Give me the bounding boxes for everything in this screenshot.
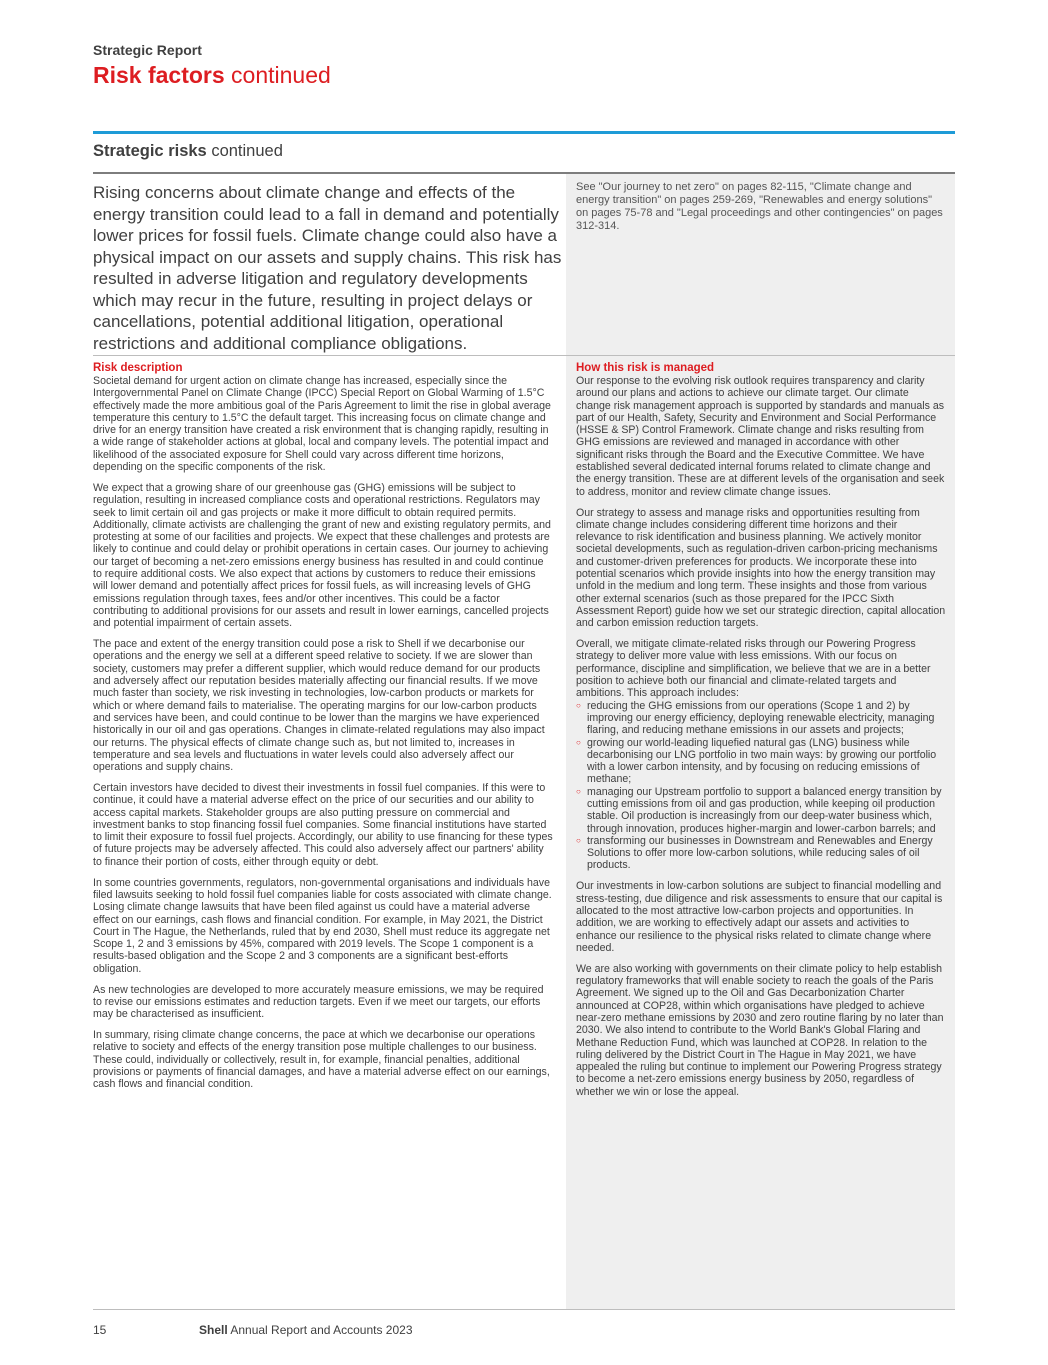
risk-description-paragraph: As new technologies are developed to more accurately measure emissions, we may be required to revise our emissions estimates and reduction targets. Even if we meet our targets, our efforts may be characterised as insufficient. <box>93 983 544 1021</box>
risk-management-paragraph: Our strategy to assess and manage risks and opportunities resulting from climate change includes considering different time horizons and their relevance to risk identification and business planning. We actively monitor societal developments, such as regulation-driven carbon-pricing mechanisms and customer-driven preferences for products. We incorporate these into potential scenarios which provide insights into how the energy transition may unfold in the medium and long term. These insights and those from various other external scenarios (such as those prepared for the IPCC Sixth Assessment Report) guide how we set our strategic direction, capital allocation and carbon emission reduction targets. <box>576 506 946 630</box>
footer-rule <box>93 1309 955 1310</box>
risk-description-paragraph: The pace and extent of the energy transition could pose a risk to Shell if we decarbonise our operations and the energy we sell at a different speed relative to society. If we are slower than society, customers may prefer a different supplier, which would reduce demand for our products and adversely affect our reputation besides materially affecting our financial results. If we move much faster than society, we risk investing in technologies, low-carbon products or markets for which or where demand fails to materialise. The operating margins for our low-carbon products and services have been, and could continue to be lower than the margins we have experienced historically in our oil and gas operations. Changes in climate-related regulations may also impact our returns. The physical effects of climate change such as, but not limited to, increases in temperature and sea levels and fluctuations in water levels could also adversely affect our operations and supply chains. <box>93 638 545 774</box>
intro-divider <box>93 355 955 356</box>
risk-description-paragraph: Certain investors have decided to divest their investments in fossil fuel companies. If this were to continue, it could have a material adverse effect on the price of our securities and our ability to access capital markets. Stakeholder groups are also putting pressure on commercial and investment banks to stop financing fossil fuel companies. Some financial institutions have started to limit their exposure to fossil fuel projects. Accordingly, our ability to use financing for these types of future projects may be adversely affected. This could also adversely affect our partners' ability to finance their portion of costs, either through equity or debt. <box>93 781 553 868</box>
cross-reference-note: See "Our journey to net zero" on pages 82-115, "Climate change and energy transition" on pages 259-269, "Renewables and energy solutions" on pages 75-78 and "Legal proceedings and other contingencies" on pages 312-314. <box>576 181 943 232</box>
risk-description-column <box>93 362 553 1099</box>
section-subheading <box>93 142 283 161</box>
risk-description-heading: Risk description <box>93 362 183 374</box>
approach-list-item: ○ reducing the GHG emissions from our operations (Scope 1 and 2) by improving our energy efficiency, deploying renewable electricity, managing flaring, and reducing methane emissions in our assets and projects; <box>576 700 946 737</box>
approach-list-item: ○ transforming our businesses in Downstream and Renewables and Energy Solutions to offer more low-carbon solutions, while reducing sales of oil products. <box>576 835 946 872</box>
page-number: 15 <box>93 1323 107 1337</box>
top-rule <box>93 131 955 134</box>
subheading-suffix: continued <box>206 142 283 160</box>
footer-brand-name: Shell <box>199 1323 228 1337</box>
risk-management-paragraph: We are also working with governments on their climate policy to help establish regulatory frameworks that will enable society to reach the goals of the Paris Agreement. We signed up to the Oil and Gas Decarbonization Charter announced at COP28, within which organisations have pledged to achieve near-zero methane emissions by 2030 and zero routine flaring by no later than 2030. We also intend to contribute to the World Bank's Global Flaring and Methane Reduction Fund, which was launched at COP28. In relation to the ruling delivered by the District Court in The Hague in May 2021, we have appealed the ruling but continue to implement our Powering Progress strategy to become a net-zero emissions energy business by 2050, regardless of whether we win or lose the appeal. <box>576 962 944 1098</box>
page-title-main: Risk factors <box>93 62 225 88</box>
approach-list-item: ○ managing our Upstream portfolio to support a balanced energy transition by cutting emissions from oil and gas production, while keeping oil production stable. Oil production is increasingly from our deep-water business which, through innovation, produces higher-margin and lower-carbon barrels; and <box>576 786 946 835</box>
risk-management-paragraph: Our investments in low-carbon solutions are subject to financial modelling and stress-testing, due diligence and risk assessments to ensure that our capital is allocated to the most attractive low-carbon projects and opportunities. In addition, we are working to effectively adapt our assets and activities to enhance our resilience to the physical risks related to climate change where needed. <box>576 880 943 954</box>
risk-description-paragraph: We expect that a growing share of our greenhouse gas (GHG) emissions will be subject to regulation, resulting in increased compliance costs and operational restrictions. Regulators may seek to limit certain oil and gas projects or make it more difficult to obtain required permits. Additionally, climate activists are challenging the grant of new and existing regulatory permits, and protesting at some of our facilities and projects. We expect that these challenges and protests are likely to continue and could delay or prohibit operations in certain cases. Our journey to achieving our target of becoming a net-zero emissions energy business has resulted in and could continue to require additional costs. We also expect that actions by customers to reduce their emissions will lower demand and potentially affect prices for fossil fuels, as will increasing levels of GHG emissions regulation through taxes, fees and/or other incentives. This could be a factor contributing to additional provisions for our assets and result in lower earnings, cancelled projects and potential impairment of certain assets. <box>93 481 551 630</box>
risk-summary: Rising concerns about climate change and effects of the energy transition could lead to a fall in demand and potentially lower prices for fossil fuels. Climate change could also have a physical impact on our assets and supply chains. This risk has resulted in adverse litigation and regulatory developments which may recur in the future, resulting in project delays or cancellations, potential additional litigation, operational restrictions and additional compliance obligations. <box>93 183 562 353</box>
risk-management-paragraph: Overall, we mitigate climate-related risks through our Powering Progress strategy to deliver more value with less emissions. With our focus on performance, discipline and simplification, we believe that we are in a better position to achieve both our financial and climate-related targets and ambitions. This approach includes: <box>576 638 931 700</box>
footer-report-name: Annual Report and Accounts 2023 <box>227 1323 413 1337</box>
risk-description-paragraph: In summary, rising climate change concerns, the pace at which we decarbonise our operations relative to society and effects of the energy transition pose multiple challenges to our business. These could, individually or collectively, result in, for example, financial penalties, additional provisions or payments of financial damages, and have a material adverse effect on our earnings, cash flows and financial condition. <box>93 1029 550 1091</box>
risk-management-paragraph: Our response to the evolving risk outlook requires transparency and clarity around our plans and actions to achieve our climate target. Our climate change risk management approach is supported by standards and manuals as part of our Health, Safety, Security and Environment and Social Performance (HSSE & SP) Control Framework. Climate change and risks resulting from GHG emissions are reviewed and managed in accordance with other significant risks through the Board and the Executive Committee. We have established several dedicated internal forums related to climate change and the energy transition. These are at different levels of the organisation and seek to address, monitor and review climate change issues. <box>576 375 945 498</box>
footer-report-title <box>199 1323 413 1337</box>
risk-management-column <box>576 362 946 1107</box>
subheading-main: Strategic risks <box>93 142 207 160</box>
risk-description-paragraph: In some countries governments, regulators, non-governmental organisations and individuals have filed lawsuits seeking to hold fossil fuel companies liable for costs associated with climate change. Losing climate change lawsuits that have been filed against us could have a material adverse effect on our earnings, cash flows and financial condition. For example, in May 2021, the District Court in The Hague, the Netherlands, ruled that by end 2030, Shell must reduce its aggregate net Scope 1, 2 and 3 emissions by 45%, compared with 2019 levels. The Scope 1 component is a results-based obligation and the Scope 2 and 3 components are a significant best-efforts obligation. <box>93 876 552 975</box>
risk-management-heading: How this risk is managed <box>576 362 715 374</box>
section-label: Strategic Report <box>93 42 202 58</box>
approach-list <box>576 700 946 872</box>
page-title <box>93 62 331 89</box>
page-title-suffix: continued <box>224 62 331 88</box>
risk-description-paragraph: Societal demand for urgent action on climate change has increased, especially since the Intergovernmental Panel on Climate Change (IPCC) Special Report on Global Warming of 1.5°C effectively made the more ambitious goal of the Paris Agreement to limit the rise in global average temperature this century to 1.5°C the default target. This increasing focus on climate change and drive for an energy transition have created a risk environment that is changing rapidly, resulting in a wide range of stakeholder actions at global, local and company levels. The potential impact and likelihood of the associated exposure for Shell could vary across different time horizons, depending on the specific components of the risk. <box>93 375 551 474</box>
approach-list-item: ○ growing our world-leading liquefied natural gas (LNG) business while decarbonising our LNG portfolio in two main ways: by growing our portfolio with a lower carbon intensity, and by focusing on reducing emissions of methane; <box>576 737 946 786</box>
